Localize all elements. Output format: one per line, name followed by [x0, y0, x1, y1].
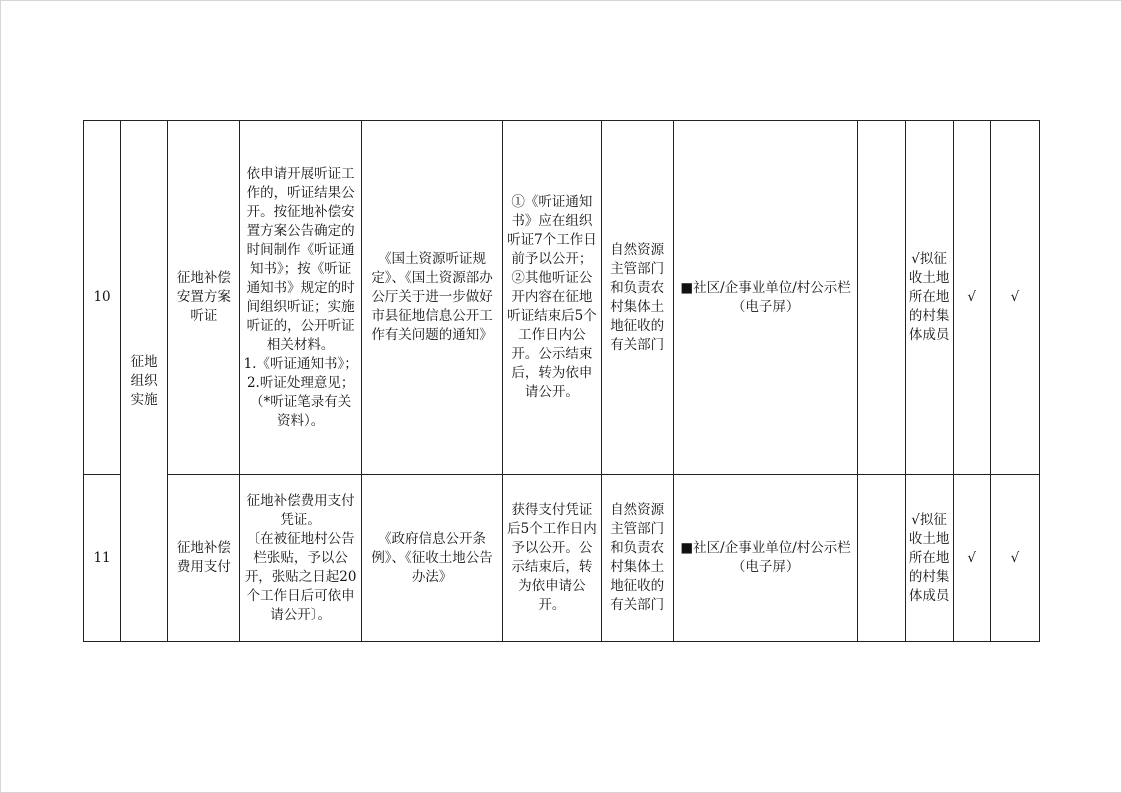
- basis-cell: 《国土资源听证规定》、《国土资源部办公厅关于进一步做好市县征地信息公开工作有关问题的通知》: [361, 121, 502, 475]
- scope-cell: √拟征收土地所在地的村集体成员: [905, 121, 953, 475]
- channel-cell: ■社区/企事业单位/村公示栏（电子屏）: [673, 121, 858, 475]
- blank-cell: [858, 475, 905, 642]
- subject-cell: 自然资源主管部门和负责农村集体土地征收的有关部门: [601, 475, 673, 642]
- check-mark: √: [953, 475, 990, 642]
- basis-cell: 《政府信息公开条例》、《征收土地公告办法》: [361, 475, 502, 642]
- disclosure-table: [83, 120, 1040, 642]
- content-cell: 依申请开展听证工作的，听证结果公开。按征地补偿安置方案公告确定的时间制作《听证通知书》；按《听证通知书》规定的时间组织听证；实施听证的，公开听证相关材料。 1.《听证通知书》； 2.听证处理意见；（*听证笔录有关资料）。: [240, 121, 361, 475]
- check-mark: √: [990, 121, 1039, 475]
- check-mark: √: [953, 121, 990, 475]
- row-number: 10: [84, 121, 121, 475]
- channel-cell: ■社区/企事业单位/村公示栏（电子屏）: [673, 475, 858, 642]
- row-number: 11: [84, 475, 121, 642]
- item-cell: 征地补偿费用支付: [168, 475, 240, 642]
- blank-cell: [858, 121, 905, 475]
- content-cell: 征地补偿费用支付凭证。 〔在被征地村公告栏张贴，予以公开，张贴之日起20个工作日后可依申请公开〕。: [240, 475, 361, 642]
- category-cell: 征地组织实施: [121, 121, 168, 642]
- item-cell: 征地补偿安置方案听证: [168, 121, 240, 475]
- table-row: [84, 121, 1040, 475]
- time-limit-cell: ①《听证通知书》应在组织听证7个工作日前予以公开； ②其他听证公开内容在征地听证结束后5个工作日内公开。公示结束后，转为依申请公开。: [503, 121, 601, 475]
- scope-cell: √拟征收土地所在地的村集体成员: [905, 475, 953, 642]
- table-row: [84, 475, 1040, 642]
- check-mark: √: [990, 475, 1039, 642]
- subject-cell: 自然资源主管部门和负责农村集体土地征收的有关部门: [601, 121, 673, 475]
- time-limit-cell: 获得支付凭证后5个工作日内予以公开。公示结束后，转为依申请公开。: [503, 475, 601, 642]
